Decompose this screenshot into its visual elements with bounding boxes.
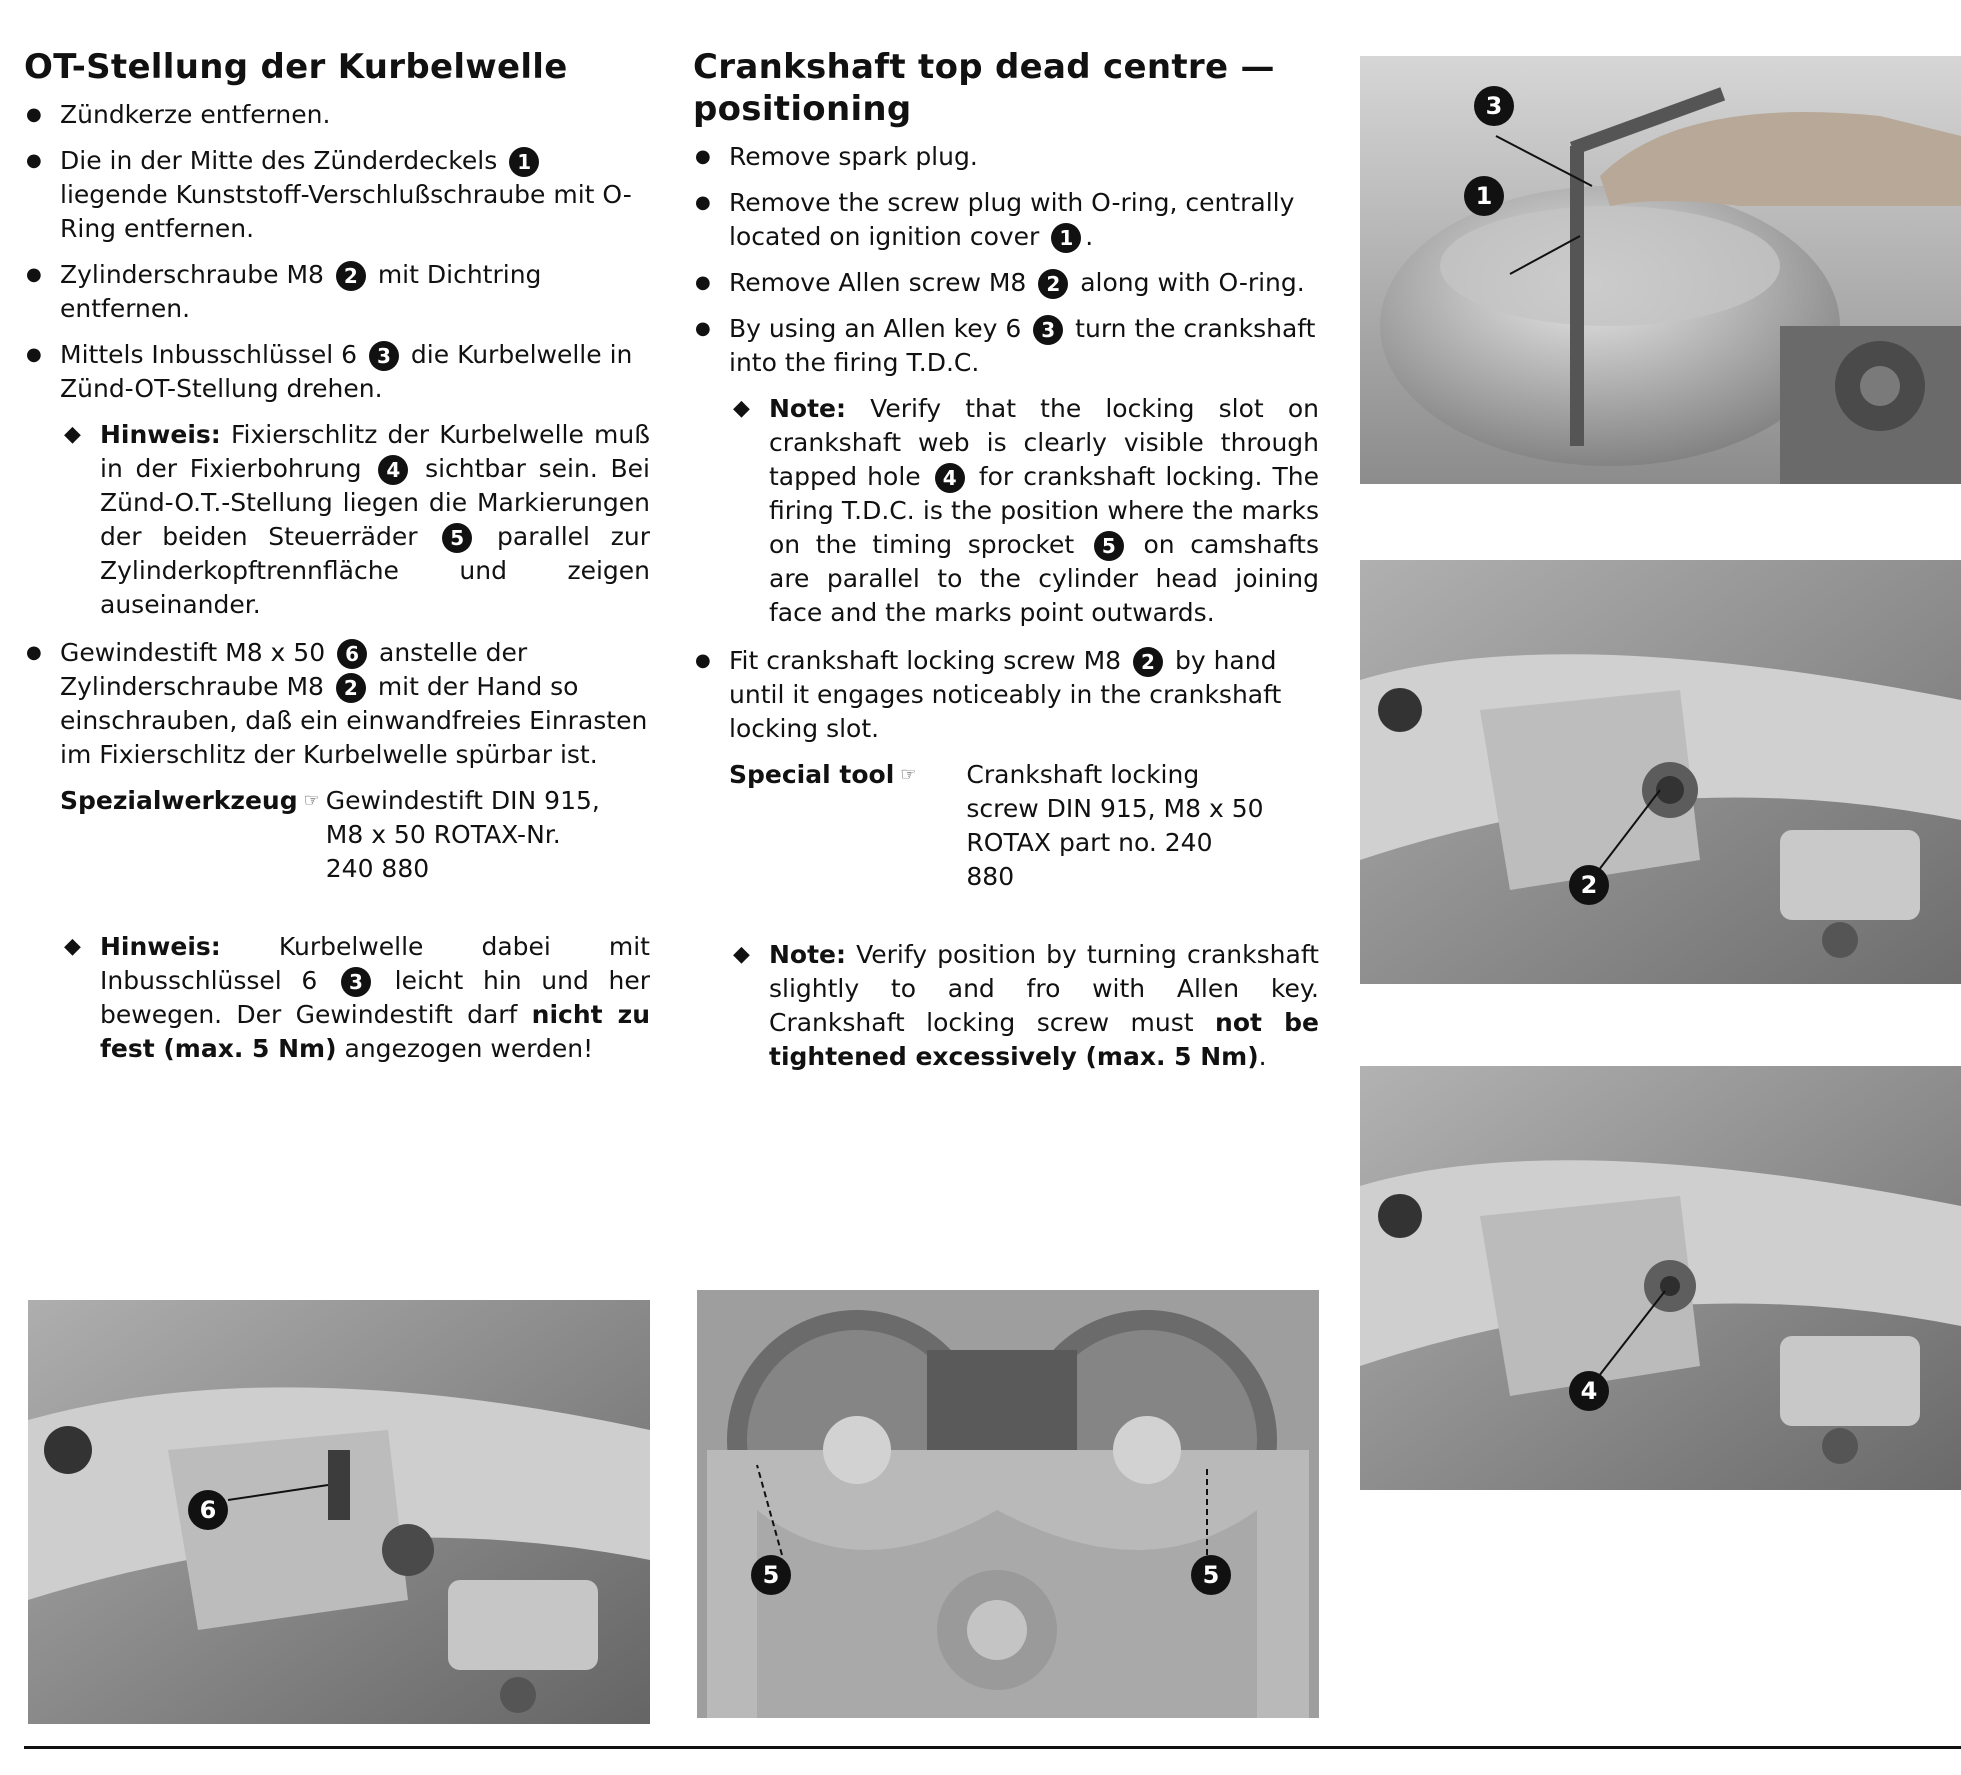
callout-badge: 3	[1474, 86, 1514, 126]
callout-badge: 1	[509, 147, 539, 177]
english-note-1: ◆ Note: Verify that the locking slot on crankshaft web is clearly visible through tapped hole 4 for crankshaft locking. The firing T.D.C. is the position where the marks on the timing sprocket 5 on camshafts are parallel to the cylinder head joining face and the marks point outwards.	[733, 394, 1320, 627]
callout-badge: 2	[1569, 865, 1609, 905]
tool-reference-icon: ☞	[900, 764, 917, 785]
callout-badge: 4	[1569, 1371, 1609, 1411]
list-item: ● Zündkerze entfernen.	[24, 98, 650, 132]
callout-badge: 6	[337, 639, 367, 669]
allen-screw-photo	[1360, 560, 1961, 984]
list-item: ● Die in der Mitte des Zünderdeckels 1 liegende Kunststoff-Verschlußschraube mit O-Ring entfernen.	[24, 144, 650, 246]
diamond-icon: ◆	[733, 942, 750, 967]
german-note-2: ◆ Hinweis: Kurbelwelle dabei mit Inbusschlüssel 6 3 leicht hin und her bewegen. Der Gewindestift darf nicht zu fest (max. 5 Nm) angezogen werden!	[64, 932, 651, 1063]
list-item: ● Remove Allen screw M8 2 along with O-ring.	[693, 266, 1319, 300]
list-item: ● Zylinderschraube M8 2 mit Dichtring entfernen.	[24, 258, 650, 326]
german-column	[24, 46, 650, 1080]
diamond-icon: ◆	[64, 422, 81, 447]
camshaft-sprockets-photo	[697, 1290, 1319, 1718]
callout-badge: 2	[336, 261, 366, 291]
diamond-icon: ◆	[64, 934, 81, 959]
list-item: ● By using an Allen key 6 3 turn the crankshaft into the firing T.D.C.	[693, 312, 1319, 380]
callout-badge: 6	[188, 1490, 228, 1530]
locking-hole-photo	[1360, 1066, 1961, 1490]
callout-badge: 4	[935, 463, 965, 493]
german-note-1: ◆ Hinweis: Fixierschlitz der Kurbelwelle muß in der Fixierbohrung 4 sichtbar sein. Bei Zünd-O.T.-Stellung liegen die Markierungen der beiden Steuerräder 5 parallel zur Zylinderkopftrennfläche und zeigen auseinander.	[64, 420, 650, 619]
page-divider	[24, 1746, 1961, 1749]
list-item: ● Fit crankshaft locking screw M8 2 by hand until it engages noticeably in the crankshaft locking slot.	[693, 644, 1319, 746]
list-item: ● Gewindestift M8 x 50 6 anstelle der Zylinderschraube M8 2 mit der Hand so einschrauben, daß ein einwandfreies Einrasten im Fixierschlitz der Kurbelwelle spürbar ist.	[24, 636, 650, 772]
tool-reference-icon: ☞	[303, 790, 320, 811]
german-steps	[24, 98, 650, 406]
english-title: Crankshaft top dead centre — positioning	[693, 47, 1275, 129]
german-title: OT-Stellung der Kurbelwelle	[24, 47, 568, 87]
callout-badge: 3	[1033, 315, 1063, 345]
callout-badge: 2	[336, 673, 366, 703]
callout-badge: 1	[1051, 223, 1081, 253]
callout-badge: 5	[1191, 1555, 1231, 1595]
callout-badge: 1	[1464, 176, 1504, 216]
callout-badge: 5	[442, 523, 472, 553]
list-item: ● Remove the screw plug with O-ring, centrally located on ignition cover 1 .	[693, 186, 1319, 254]
callout-badge: 4	[378, 455, 408, 485]
english-column	[693, 46, 1319, 1088]
callout-badge: 3	[341, 967, 371, 997]
callout-badge: 2	[1133, 647, 1163, 677]
list-item: ● Remove spark plug.	[693, 140, 1319, 174]
callout-badge: 3	[369, 341, 399, 371]
english-note-2: ◆ Note: Verify position by turning crankshaft slightly to and fro with Allen key. Crankshaft locking screw must not be tightened excessively (max. 5 Nm).	[733, 940, 1319, 1071]
german-special-tool: Spezialwerkzeug ☞ Gewindestift DIN 915, M8 x 50 ROTAX-Nr. 240 880	[24, 784, 650, 886]
english-special-tool: Special tool ☞ Crankshaft locking screw DIN 915, M8 x 50 ROTAX part no. 240 880	[693, 758, 1319, 894]
threaded-pin-photo	[28, 1300, 650, 1724]
callout-badge: 5	[751, 1555, 791, 1595]
callout-badge: 2	[1038, 269, 1068, 299]
callout-badge: 5	[1094, 531, 1124, 561]
list-item: ● Mittels Inbusschlüssel 6 3 die Kurbelwelle in Zünd-OT-Stellung drehen.	[24, 338, 650, 406]
ignition-cover-photo	[1360, 56, 1961, 484]
english-steps	[693, 140, 1319, 380]
diamond-icon: ◆	[733, 396, 750, 421]
